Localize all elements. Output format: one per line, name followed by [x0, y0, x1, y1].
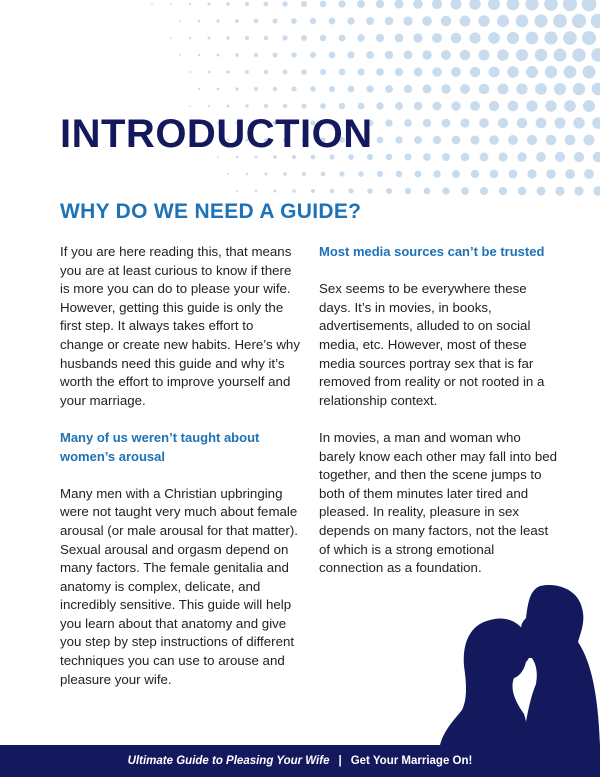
decor-dot	[404, 153, 411, 160]
decor-dot	[170, 3, 172, 5]
decor-dot	[508, 135, 518, 145]
decor-dot	[347, 51, 354, 58]
decor-dot	[347, 17, 354, 24]
decor-dot	[207, 2, 210, 5]
decor-dot	[545, 100, 556, 111]
decor-dot	[490, 170, 499, 179]
decor-dot	[357, 0, 365, 8]
decor-dot	[198, 20, 201, 23]
decor-dot	[488, 32, 500, 44]
decor-dot	[338, 34, 345, 41]
decor-dot	[442, 153, 450, 161]
decor-dot	[488, 66, 499, 77]
decor-dot	[555, 186, 564, 195]
decor-dot	[546, 169, 556, 179]
decor-dot	[330, 189, 335, 194]
decor-dot	[179, 20, 181, 22]
decor-dot	[301, 35, 307, 41]
decor-dot	[441, 50, 451, 60]
decor-dot	[198, 54, 200, 56]
decor-dot	[245, 104, 248, 107]
decor-dot	[572, 14, 586, 28]
decor-dot	[593, 152, 600, 163]
decor-dot	[357, 34, 365, 42]
decor-dot	[563, 31, 577, 45]
decor-dot	[525, 0, 538, 11]
decor-dot	[282, 35, 287, 40]
decor-dot	[283, 172, 287, 176]
decor-dot	[358, 171, 364, 177]
decor-dot	[469, 32, 480, 43]
decor-dot	[301, 69, 307, 75]
decor-dot	[461, 153, 470, 162]
decor-dot	[592, 117, 600, 129]
decor-dot	[385, 85, 393, 93]
decor-dot	[339, 69, 346, 76]
decor-dot	[471, 170, 479, 178]
decor-dot	[432, 33, 442, 43]
decor-dot	[507, 66, 519, 78]
decor-dot	[208, 105, 210, 107]
decor-dot	[470, 135, 479, 144]
decor-dot	[509, 170, 518, 179]
decor-dot	[283, 104, 288, 109]
decor-dot	[516, 83, 527, 94]
media-paragraph-2: In movies, a man and woman who barely know each other may fall into bed together, and then the scene jumps to both of them minutes later tired and pleased. In reality, pleasure in sex depends on many factors, not the least of which is a strong emotional connection as a foundation.	[319, 429, 558, 576]
decor-dot	[395, 102, 403, 110]
decor-dot	[310, 52, 316, 58]
decor-dot	[413, 33, 422, 42]
decor-dot	[563, 0, 577, 11]
decor-dot	[198, 88, 200, 90]
decor-dot	[479, 118, 489, 128]
decor-dot	[442, 187, 449, 194]
decor-dot	[573, 117, 584, 128]
decor-dot	[395, 34, 404, 43]
decor-dot	[499, 187, 507, 195]
decor-dot	[320, 35, 326, 41]
decor-dot	[216, 53, 219, 56]
decor-dot	[423, 119, 431, 127]
decor-dot	[423, 85, 432, 94]
decor-dot	[376, 0, 385, 8]
footer-guide-title: Ultimate Guide to Pleasing Your Wife	[127, 755, 330, 767]
decor-dot	[534, 14, 547, 27]
decor-dot	[395, 136, 402, 143]
page-title: INTRODUCTION	[60, 112, 373, 156]
decor-dot	[301, 103, 306, 108]
decor-dot	[518, 187, 527, 196]
decor-dot	[170, 37, 172, 39]
decor-dot	[273, 53, 278, 58]
decor-dot	[321, 172, 326, 177]
decor-dot	[264, 2, 269, 7]
decor-dot	[396, 171, 403, 178]
decor-dot	[245, 2, 249, 6]
decor-dot	[264, 172, 267, 175]
decor-dot	[535, 49, 548, 62]
decor-dot	[554, 83, 566, 95]
decor-dot	[404, 119, 412, 127]
decor-dot	[478, 49, 489, 60]
decor-dot	[423, 153, 431, 161]
decor-dot	[544, 0, 558, 11]
decor-dot	[189, 71, 191, 73]
decor-dot	[527, 169, 536, 178]
decor-dot	[460, 84, 470, 94]
decor-dot	[527, 135, 537, 145]
decor-dot	[235, 19, 239, 23]
decor-dot	[291, 52, 296, 57]
decor-dot	[320, 69, 326, 75]
decor-dot	[189, 105, 191, 107]
decor-dot	[291, 18, 297, 24]
decor-dot	[451, 0, 462, 9]
decor-dot	[189, 37, 191, 39]
decor-dot	[592, 83, 600, 96]
decor-dot	[451, 67, 461, 77]
decor-dot	[394, 0, 403, 9]
decor-dot	[489, 135, 499, 145]
decor-dot	[273, 189, 276, 192]
decor-dot	[536, 118, 547, 129]
decor-dot	[273, 87, 278, 92]
decor-dot	[414, 102, 422, 110]
decor-dot	[376, 34, 384, 42]
decor-dot	[348, 86, 355, 93]
decor-dot	[584, 135, 595, 146]
decor-dot	[498, 118, 508, 128]
decor-dot	[545, 66, 557, 78]
decor-dot	[452, 136, 461, 145]
decor-dot	[283, 70, 288, 75]
decor-dot	[459, 15, 470, 26]
decor-dot	[376, 102, 383, 109]
decor-dot	[526, 100, 537, 111]
decor-dot	[311, 189, 315, 193]
decor-dot	[526, 32, 539, 45]
decor-dot	[516, 15, 529, 28]
decor-dot	[404, 51, 413, 60]
decor-dot	[291, 86, 296, 91]
decor-dot	[208, 71, 211, 74]
intro-paragraph: If you are here reading this, that means you are at least curious to know if there is more you can do to please your wife. However, getting this guide is only the first step. It always takes effort to change or create new habits. Here’s why husbands need this guide and why it’s worth the effort to improve yourself and your marriage.	[60, 244, 300, 408]
decor-dot	[377, 171, 383, 177]
decor-dot	[565, 135, 576, 146]
decor-dot	[582, 65, 595, 78]
decor-dot	[264, 104, 268, 108]
decor-dot	[564, 100, 576, 112]
decor-dot	[424, 188, 431, 195]
decor-dot	[414, 136, 422, 144]
decor-dot	[404, 85, 412, 93]
decor-dot	[497, 15, 509, 27]
decor-dot	[385, 119, 392, 126]
decor-dot	[358, 103, 365, 110]
decor-dot	[254, 87, 258, 91]
decor-dot	[441, 84, 450, 93]
decor-dot	[460, 50, 471, 61]
decor-dot	[254, 19, 258, 23]
decor-dot	[507, 0, 520, 10]
decor-dot	[451, 101, 460, 110]
decor-dot	[226, 2, 230, 6]
decor-dot	[564, 66, 577, 79]
decor-dot	[497, 49, 509, 61]
decor-dot	[517, 118, 528, 129]
decor-dot	[413, 0, 423, 9]
decor-dot	[478, 15, 490, 27]
decor-dot	[470, 67, 481, 78]
decor-dot	[292, 189, 296, 193]
decor-dot	[422, 50, 431, 59]
decor-dot	[572, 48, 585, 61]
decor-dot	[385, 17, 394, 26]
decor-dot	[246, 173, 249, 176]
footer-separator: |	[338, 755, 342, 767]
decor-dot	[395, 68, 403, 76]
arousal-paragraph: Many men with a Christian upbringing were not taught very much about female arousal (or male arousal for that matter). Sexual arousal and orgasm depend on many factors. The female genitalia and anatomy is complex, delicate, and incredibly sensitive. This guide will help you learn about that anatomy and give you step by step instructions of different techniques you can use to arouse and pleasure your wife.	[60, 485, 298, 687]
footer-tagline: Get Your Marriage On!	[350, 755, 473, 767]
decor-dot	[433, 170, 440, 177]
decor-dot	[329, 52, 336, 59]
decor-dot	[414, 170, 421, 177]
decor-dot	[245, 70, 249, 74]
decor-dot	[516, 49, 528, 61]
halftone-dot-pattern	[0, 0, 600, 200]
decor-dot	[235, 87, 238, 90]
decor-dot	[535, 83, 547, 95]
decor-dot	[574, 186, 583, 195]
decor-dot	[583, 100, 595, 112]
decor-dot	[339, 103, 345, 109]
decor-dot	[489, 101, 499, 111]
decor-dot	[255, 190, 258, 193]
decor-dot	[377, 137, 384, 144]
decor-dot	[264, 70, 268, 74]
media-paragraph-1: Sex seems to be everywhere these days. It’s in movies, in books, advertisements, alluded to on social media, etc. However, most of these media sources portray sex that is far removed from reality or not rooted in a relationship context.	[319, 281, 545, 408]
decor-dot	[245, 36, 249, 40]
decor-dot	[460, 118, 469, 127]
decor-dot	[591, 14, 600, 29]
decor-dot	[470, 101, 480, 111]
decor-dot	[338, 0, 345, 7]
decor-dot	[310, 18, 316, 24]
decor-dot	[376, 68, 384, 76]
decor-dot	[367, 188, 373, 194]
decor-dot	[254, 53, 258, 57]
decor-dot	[433, 102, 442, 111]
decor-dot	[554, 117, 565, 128]
decor-dot	[329, 18, 336, 25]
couple-silhouette-image	[440, 580, 600, 745]
decor-dot	[480, 153, 489, 162]
decor-dot	[366, 51, 374, 59]
left-section-heading: Many of us weren’t taught about women’s arousal	[60, 429, 260, 464]
decor-dot	[348, 188, 353, 193]
decor-dot	[405, 188, 411, 194]
decor-dot	[414, 68, 423, 77]
decor-dot	[546, 135, 557, 146]
decor-dot	[432, 67, 442, 77]
decor-dot	[264, 36, 269, 41]
decor-dot	[272, 18, 277, 23]
decor-dot	[227, 105, 230, 108]
decor-dot	[498, 84, 509, 95]
decor-dot	[433, 136, 441, 144]
decor-dot	[282, 1, 287, 6]
decor-dot	[451, 33, 462, 44]
decor-dot	[553, 14, 567, 28]
decor-dot	[517, 152, 527, 162]
decor-dot	[422, 16, 432, 26]
decor-dot	[366, 85, 373, 92]
decor-dot	[584, 169, 594, 179]
decor-dot	[189, 3, 191, 5]
decor-dot	[208, 37, 211, 40]
right-section-heading: Most media sources can’t be trusted	[319, 244, 545, 259]
decor-dot	[310, 86, 316, 92]
right-column	[319, 243, 559, 578]
decor-dot	[301, 1, 307, 7]
decor-dot	[386, 188, 392, 194]
decor-dot	[469, 0, 481, 10]
decor-dot	[544, 31, 557, 44]
decor-dot	[536, 152, 546, 162]
decor-dot	[498, 152, 507, 161]
decor-dot	[432, 0, 442, 9]
decor-dot	[554, 49, 567, 62]
decor-dot	[582, 31, 596, 45]
section-subtitle: WHY DO WE NEED A GUIDE?	[60, 200, 362, 223]
decor-dot	[366, 17, 374, 25]
decor-dot	[227, 173, 229, 175]
decor-dot	[593, 186, 600, 195]
decor-dot	[151, 3, 153, 5]
decor-dot	[480, 187, 488, 195]
decor-dot	[339, 171, 344, 176]
decor-dot	[452, 170, 460, 178]
footer-bar	[0, 745, 600, 777]
decor-dot	[461, 187, 469, 195]
decor-dot	[216, 19, 219, 22]
decor-dot	[386, 154, 393, 161]
decor-dot	[441, 16, 451, 26]
decor-dot	[526, 66, 538, 78]
decor-dot	[537, 187, 546, 196]
decor-dot	[320, 1, 327, 8]
decor-dot	[442, 119, 451, 128]
decor-dot	[479, 84, 489, 94]
decor-dot	[385, 51, 393, 59]
decor-dot	[582, 0, 597, 11]
decor-dot	[403, 16, 412, 25]
decor-dot	[565, 169, 575, 179]
decor-dot	[507, 32, 519, 44]
decor-dot	[302, 172, 306, 176]
decor-dot	[488, 0, 500, 10]
decor-dot	[508, 101, 519, 112]
decor-dot	[573, 83, 585, 95]
decor-dot	[179, 54, 181, 56]
decor-dot	[320, 103, 326, 109]
left-column	[60, 243, 300, 689]
decor-dot	[217, 88, 220, 91]
decor-dot	[235, 53, 239, 57]
decor-dot	[236, 190, 238, 192]
decor-dot	[357, 68, 364, 75]
decor-dot	[329, 86, 335, 92]
decor-dot	[226, 70, 229, 73]
decor-dot	[591, 48, 600, 62]
decor-dot	[226, 36, 229, 39]
decor-dot	[574, 152, 584, 162]
decor-dot	[555, 152, 565, 162]
